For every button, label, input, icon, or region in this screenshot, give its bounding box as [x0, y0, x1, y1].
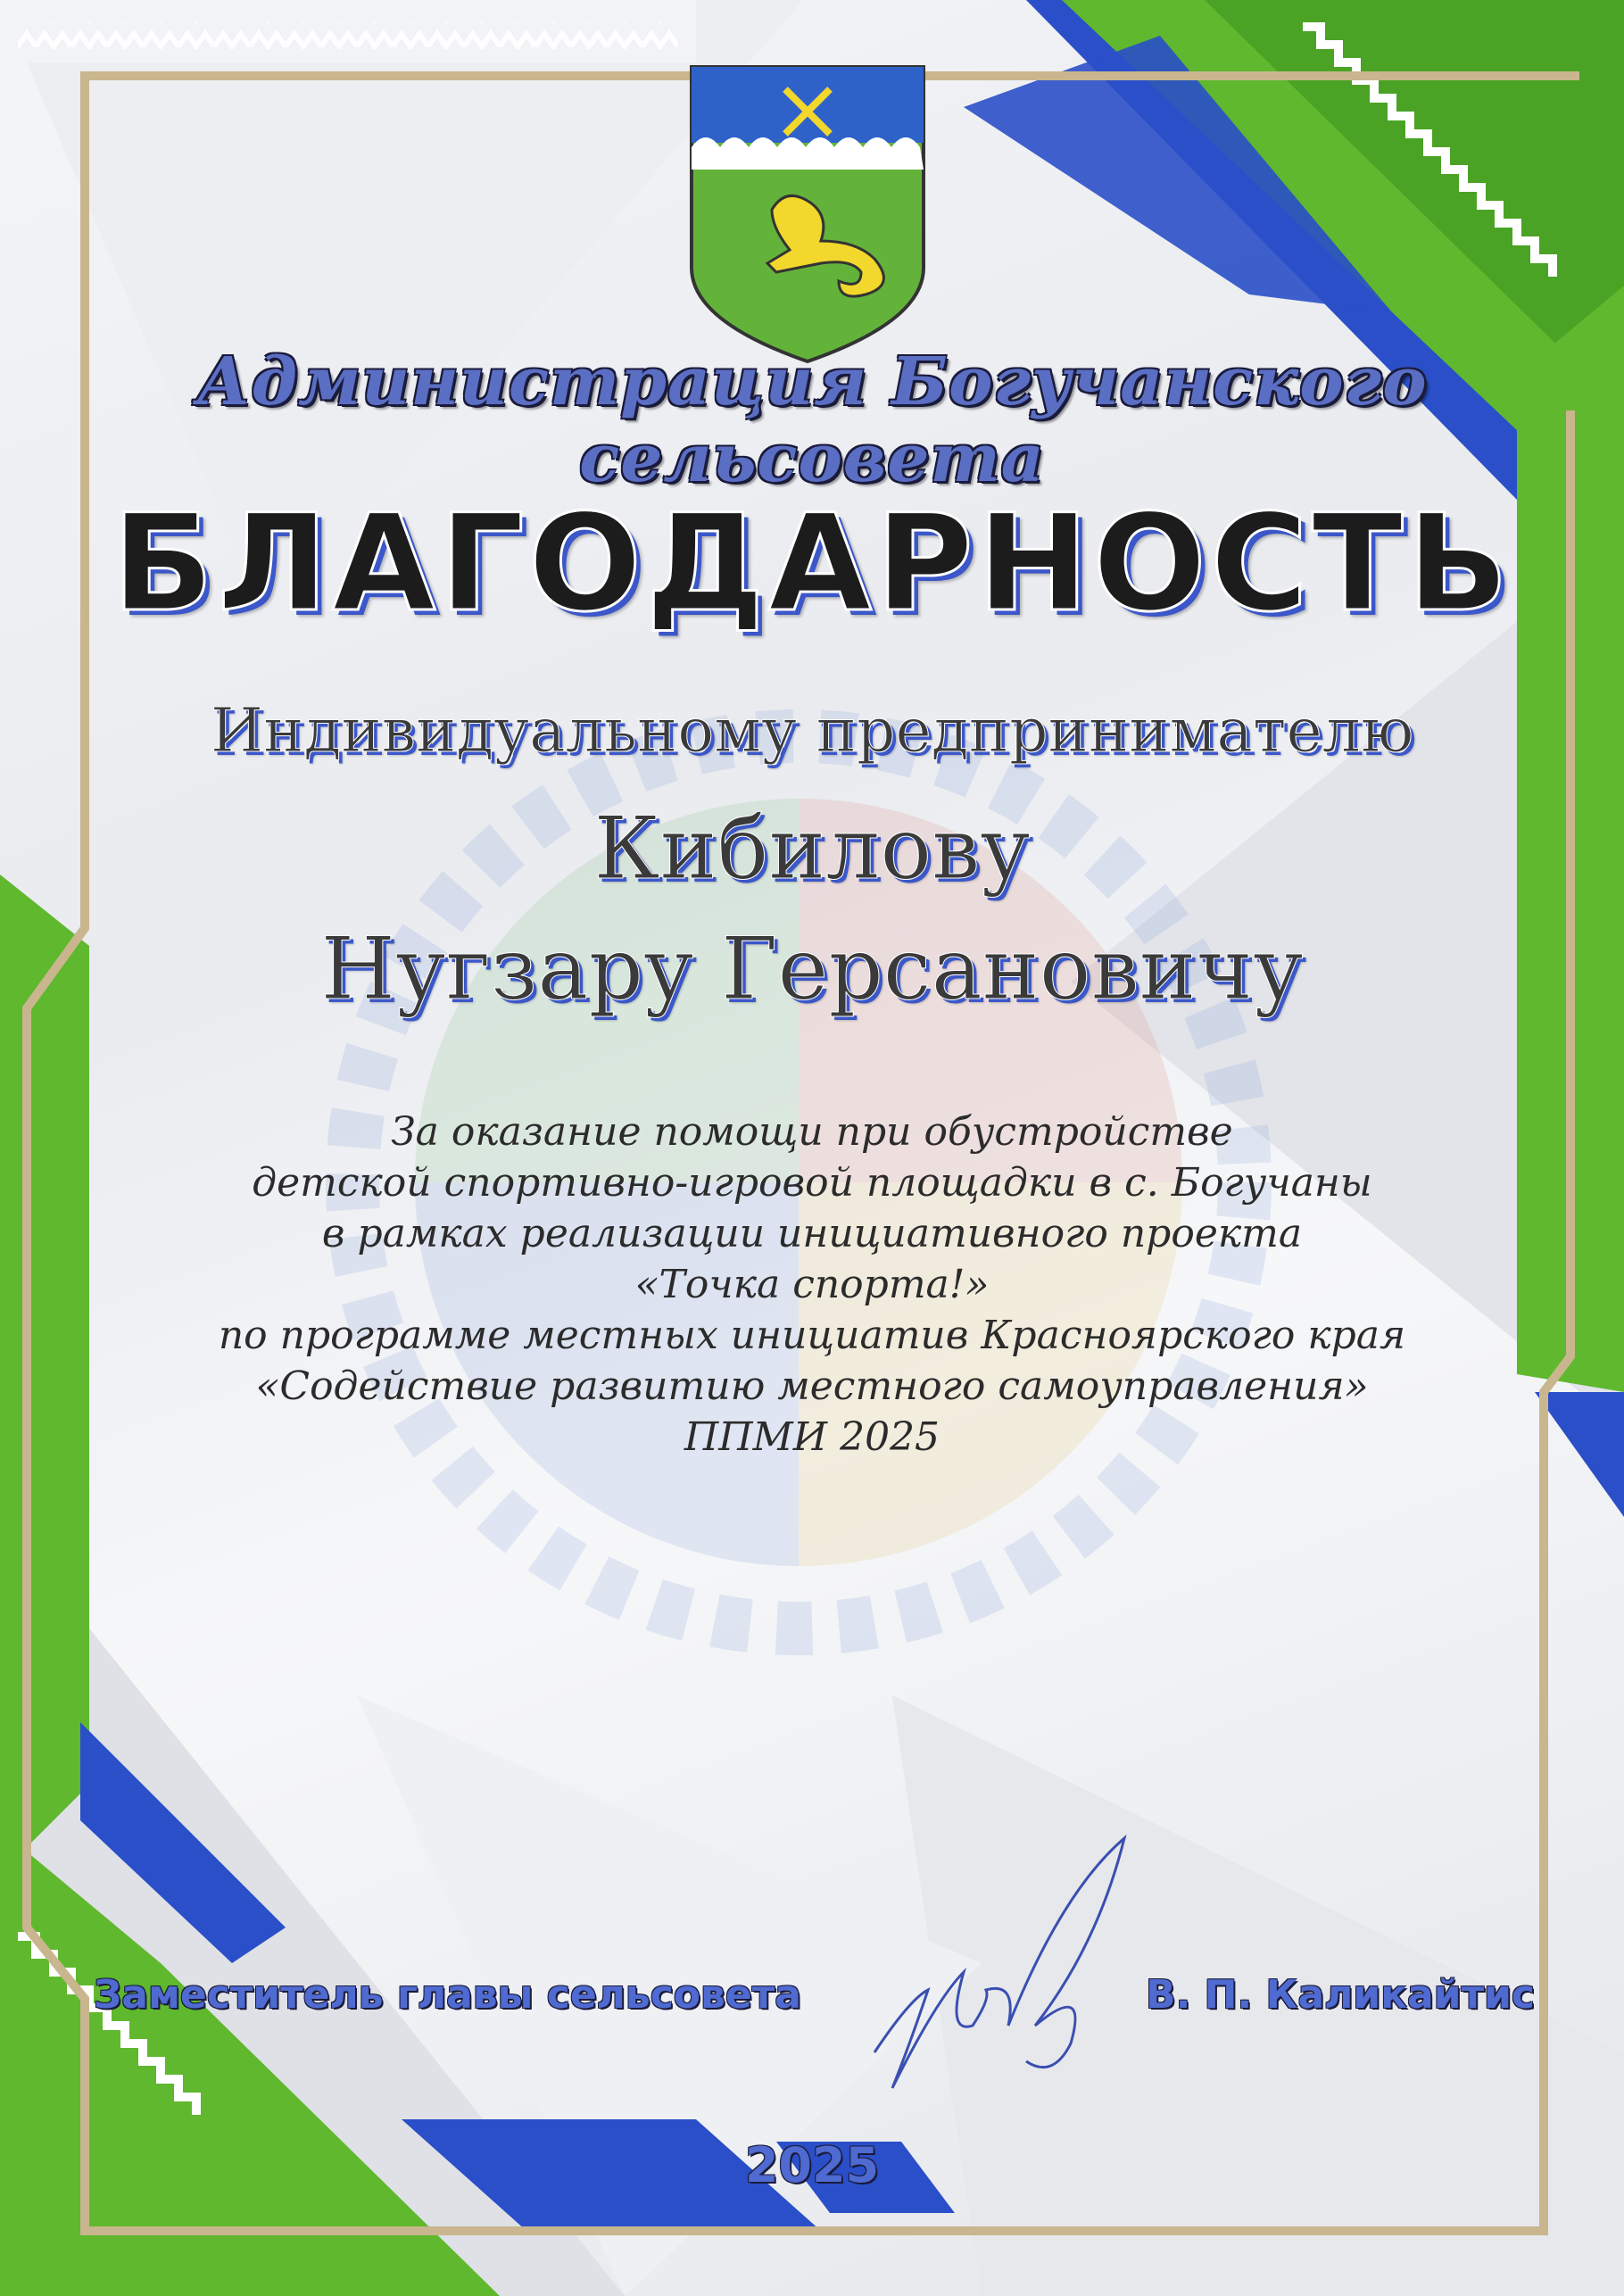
document-title: БЛАГОДАРНОСТЬ: [112, 486, 1512, 642]
organization-name: Администрация Богучанского сельсовета: [196, 344, 1428, 497]
recipient-role: Индивидуальному предпринимателю: [210, 696, 1414, 767]
recipient-given-name: Нугзару Герсановичу: [320, 919, 1304, 1019]
signer-name: В. П. Каликайтис: [1146, 1972, 1535, 2018]
reason-line: «Точка спорта!»: [634, 1262, 990, 1307]
reason-text: [0, 1107, 1624, 1463]
issue-year: 2025: [744, 2137, 880, 2193]
signer-position: Заместитель главы сельсовета: [94, 1972, 801, 2018]
reason-line: ППМИ 2025: [684, 1414, 940, 1460]
reason-line: в рамках реализации инициативного проекта: [321, 1211, 1303, 1256]
reason-line: «Содействие развитию местного самоуправления»: [255, 1364, 1369, 1409]
reason-line: За оказание помощи при обустройстве: [391, 1109, 1233, 1155]
coat-of-arms-icon: [687, 62, 928, 366]
reason-line: детской спортивно-игровой площадки в с. Богучаны: [252, 1160, 1372, 1206]
reason-line: по программе местных инициатив Красноярского края: [218, 1313, 1406, 1358]
signature-icon: [857, 1820, 1196, 2106]
recipient-surname: Кибилову: [593, 799, 1031, 899]
